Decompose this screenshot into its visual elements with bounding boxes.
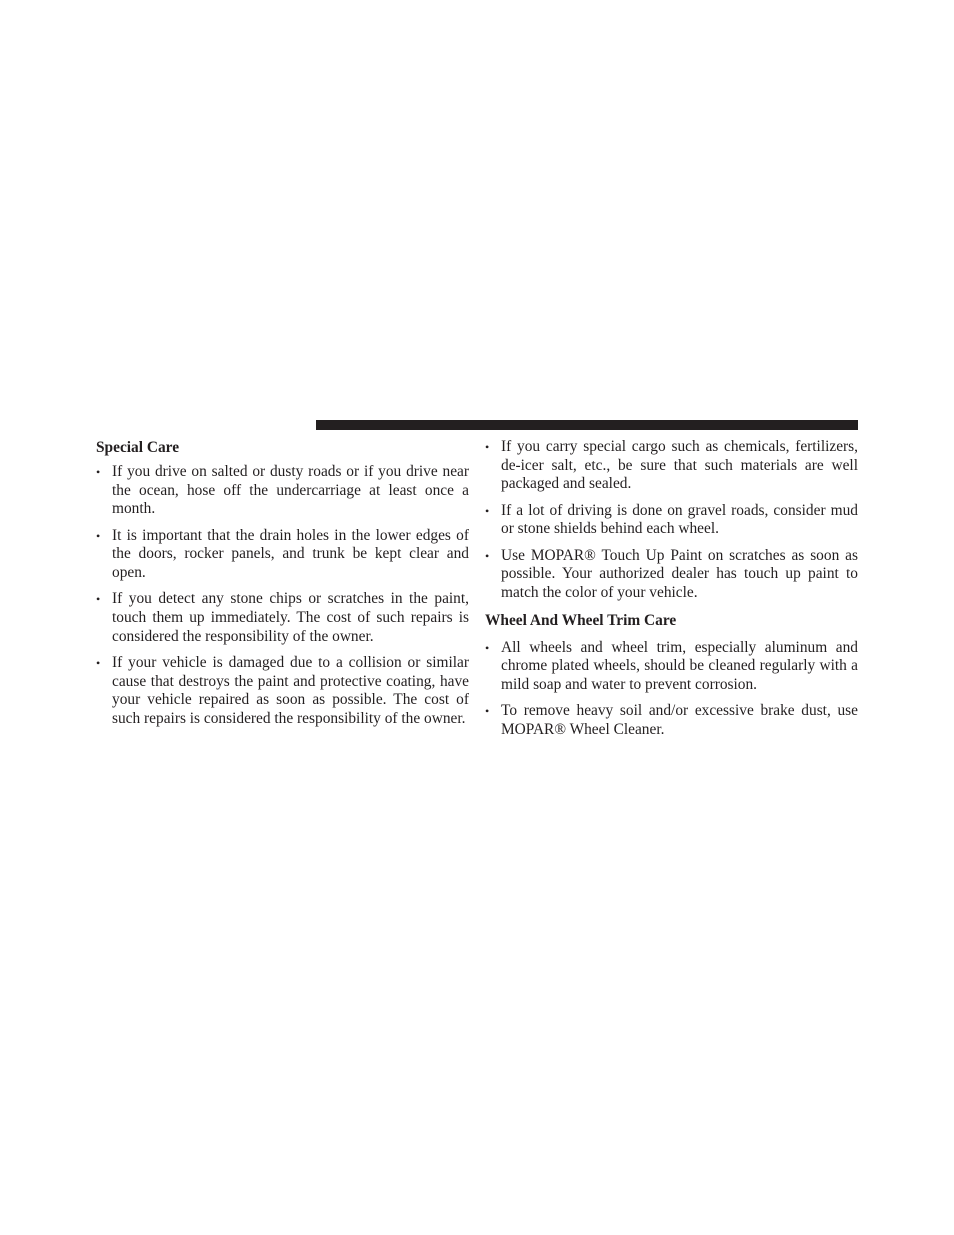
section-header-rule bbox=[316, 420, 858, 430]
bullet-icon: • bbox=[485, 548, 490, 563]
list-item: • All wheels and wheel trim, especially aluminum and chrome plated wheels, should be cleaned regularly with a mild soap and water to prevent corrosion. bbox=[485, 638, 858, 694]
bullet-icon: • bbox=[96, 528, 101, 543]
list-item: • To remove heavy soil and/or excessive brake dust, use MOPAR® Wheel Cleaner. bbox=[485, 702, 858, 738]
left-column bbox=[96, 438, 469, 736]
list-item: • If you detect any stone chips or scratches in the paint, touch them up immediately. The cost of such repairs is considered the responsibility of the owner. bbox=[96, 590, 469, 645]
wheel-care-list bbox=[485, 639, 858, 740]
bullet-icon: • bbox=[485, 704, 490, 719]
special-care-heading: Special Care bbox=[96, 439, 180, 456]
list-item: • If you drive on salted or dusty roads or if you drive near the ocean, hose off the undercarriage at least once a month. bbox=[96, 463, 469, 518]
bullet-icon: • bbox=[96, 465, 101, 479]
list-item: • If you carry special cargo such as chemicals, fertilizers, de-icer salt, etc., be sure that such materials are well packaged and sealed. bbox=[485, 438, 858, 493]
right-column bbox=[485, 438, 858, 747]
list-item: • If a lot of driving is done on gravel roads, consider mud or stone shields behind each wheel. bbox=[485, 501, 858, 538]
special-care-list bbox=[96, 463, 469, 729]
bullet-icon: • bbox=[485, 503, 490, 518]
wheel-care-heading: Wheel And Wheel Trim Care bbox=[485, 611, 677, 629]
list-item: • Use MOPAR® Touch Up Paint on scratches as soon as possible. Your authorized dealer has touch up paint to match the color of your vehicle. bbox=[485, 546, 858, 601]
special-care-list-continued bbox=[485, 438, 858, 603]
list-item: • It is important that the drain holes in the lower edges of the doors, rocker panels, and trunk be kept clear and open. bbox=[96, 526, 469, 582]
bullet-icon: • bbox=[96, 592, 101, 607]
bullet-icon: • bbox=[485, 640, 490, 655]
list-item: • If your vehicle is damaged due to a collision or similar cause that destroys the paint and protective coating, have your vehicle repaired as soon as possible. The cost of such repairs is considered the responsibility of the owner. bbox=[96, 653, 469, 727]
bullet-icon: • bbox=[485, 440, 490, 454]
bullet-icon: • bbox=[96, 655, 101, 670]
